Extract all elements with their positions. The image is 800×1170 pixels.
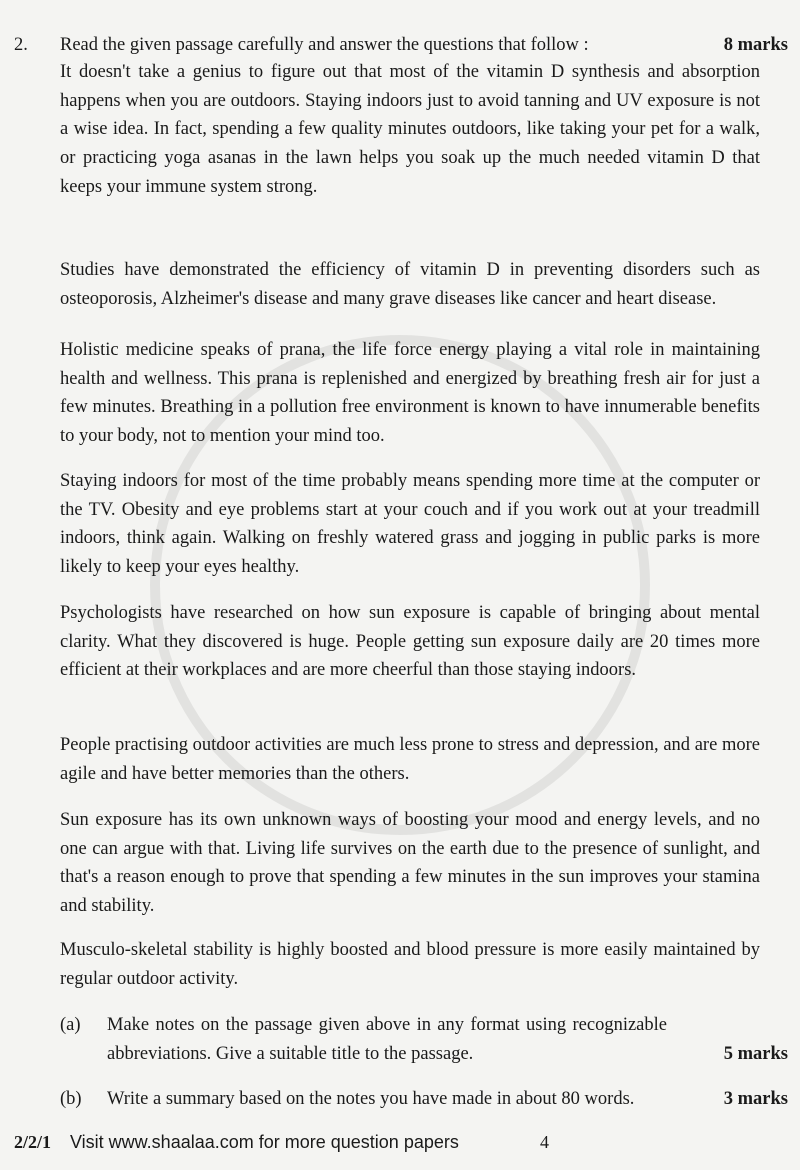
question-marks: 8 marks (723, 35, 788, 55)
subquestion-label: (b) (60, 1089, 82, 1109)
subquestion-marks: 3 marks (723, 1089, 788, 1109)
question-instruction: Read the given passage carefully and answer the questions that follow : (60, 35, 589, 55)
passage-paragraph: Musculo-skeletal stability is highly boosted and blood pressure is more easily maintained by regular outdoor activity. (60, 940, 760, 989)
page-number: 4 (540, 1132, 549, 1152)
passage-paragraph: Studies have demonstrated the efficiency of vitamin D in preventing disorders such as osteoporosis, Alzheimer's disease and many grave diseases like cancer and heart disease. (60, 260, 760, 309)
passage-paragraph: It doesn't take a genius to figure out that most of the vitamin D synthesis and absorption happens when you are outdoors. Staying indoors just to avoid tanning and UV exposure is not a wise idea. In fact, spending a few quality minutes outdoors, like taking your pet for a walk, or practicing yoga asanas in the lawn helps you soak up the much needed vitamin D that keeps your immune system strong. (60, 62, 760, 197)
subquestion-label: (a) (60, 1015, 81, 1035)
paper-code: 2/2/1 (14, 1132, 52, 1152)
passage-paragraph: People practising outdoor activities are much less prone to stress and depression, and are more agile and have better memories than the others. (60, 735, 760, 784)
passage-paragraph: Staying indoors for most of the time probably means spending more time at the computer or the TV. Obesity and eye problems start at your couch and if you work out at your treadmill indoors, think again. Walking on freshly watered grass and jogging in public parks is more likely to keep your eyes healthy. (60, 471, 760, 578)
passage-paragraph: Holistic medicine speaks of prana, the life force energy playing a vital role in maintaining health and wellness. This prana is replenished and energized by breathing fresh air for just a few minutes. Breathing in a pollution free environment is known to have innumerable benefits to your body, not to mention your mind too. (60, 340, 760, 447)
footer-link[interactable]: Visit www.shaalaa.com for more question papers (70, 1132, 459, 1152)
passage-paragraph: Psychologists have researched on how sun exposure is capable of bringing about mental clarity. What they discovered is huge. People getting sun exposure daily are 20 times more efficient at their workplaces and are more cheerful than those staying indoors. (60, 603, 760, 681)
subquestion-text: Write a summary based on the notes you have made in about 80 words. (107, 1089, 635, 1109)
question-number: 2. (14, 35, 28, 55)
subquestion-marks: 5 marks (723, 1044, 788, 1064)
subquestion-text: Make notes on the passage given above in any format using recognizable abbreviations. Give a suitable title to the passage. (107, 1015, 667, 1064)
passage-paragraph: Sun exposure has its own unknown ways of boosting your mood and energy levels, and no one can argue with that. Living life survives on the earth due to the presence of sunlight, and that's a reason enough to prove that spending a few minutes in the sun improves your stamina and stability. (60, 810, 760, 917)
